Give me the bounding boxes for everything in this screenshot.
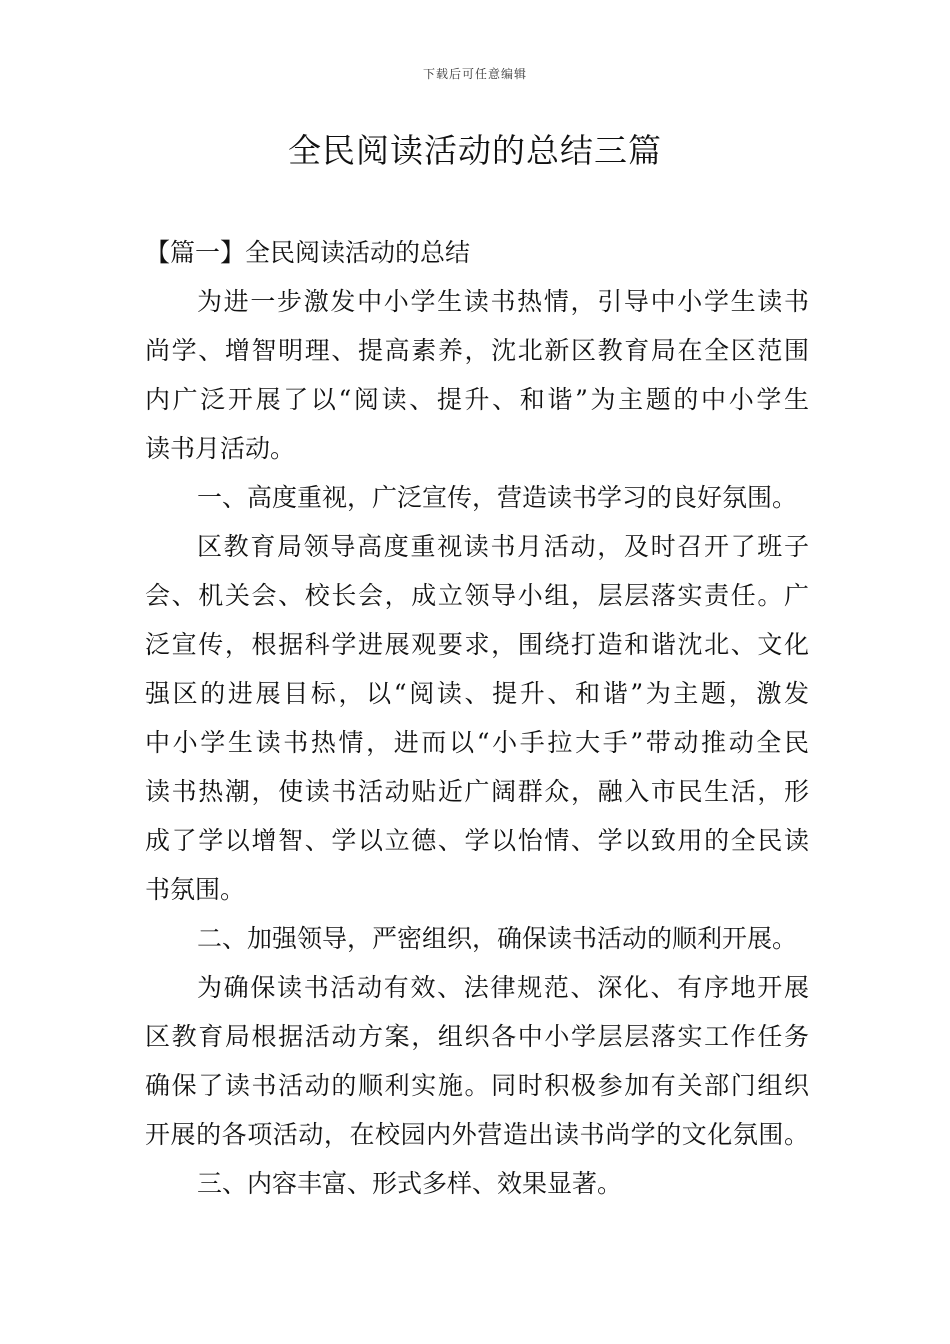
paragraph-line: 区教育局根据活动方案，组织各中小学层层落实工作任务 <box>145 1022 809 1051</box>
header-note: 下载后可任意编辑 <box>422 67 527 81</box>
paragraph-line: 一、高度重视，广泛宣传，营造读书学习的良好氛围。 <box>197 483 798 512</box>
paragraph-line: 成了学以增智、学以立德、学以怡情、学以致用的全民读 <box>145 826 809 855</box>
paragraph-line: 强区的进展目标，以“阅读、提升、和谐”为主题，激发 <box>145 679 809 708</box>
paragraph-line: 泛宣传，根据科学进展观要求，围绕打造和谐沈北、文化 <box>145 630 809 659</box>
paragraph-line: 三、内容丰富、形式多样、效果显著。 <box>197 1169 623 1198</box>
paragraph-line: 中小学生读书热情，进而以“小手拉大手”带动推动全民 <box>145 728 809 757</box>
paragraph-line: 会、机关会、校长会，成立领导小组，层层落实责任。广 <box>145 581 809 610</box>
paragraph-line: 区教育局领导高度重视读书月活动，及时召开了班子 <box>197 532 809 561</box>
paragraph-line: 内广泛开展了以“阅读、提升、和谐”为主题的中小学生 <box>145 385 809 414</box>
paragraph-line: 二、加强领导，严密组织，确保读书活动的顺利开展。 <box>197 924 798 953</box>
paragraph-line: 读书热潮，使读书活动贴近广阔群众，融入市民生活，形 <box>145 777 809 806</box>
document-body <box>145 228 809 1208</box>
paragraph-line: 读书月活动。 <box>145 434 296 463</box>
paragraph-line: 书氛围。 <box>145 875 246 904</box>
paragraph-line: 开展的各项活动，在校园内外营造出读书尚学的文化氛围。 <box>145 1120 809 1149</box>
paragraph-line: 为进一步激发中小学生读书热情，引导中小学生读书 <box>197 287 809 316</box>
section-heading: 【篇一】全民阅读活动的总结 <box>145 238 471 267</box>
paragraph-line: 为确保读书活动有效、法律规范、深化、有序地开展 <box>197 973 809 1002</box>
paragraph-line: 尚学、增智明理、提高素养，沈北新区教育局在全区范围 <box>145 336 809 365</box>
page-title: 全民阅读活动的总结三篇 <box>288 131 662 170</box>
paragraph-line: 确保了读书活动的顺利实施。同时积极参加有关部门组织 <box>145 1071 809 1100</box>
